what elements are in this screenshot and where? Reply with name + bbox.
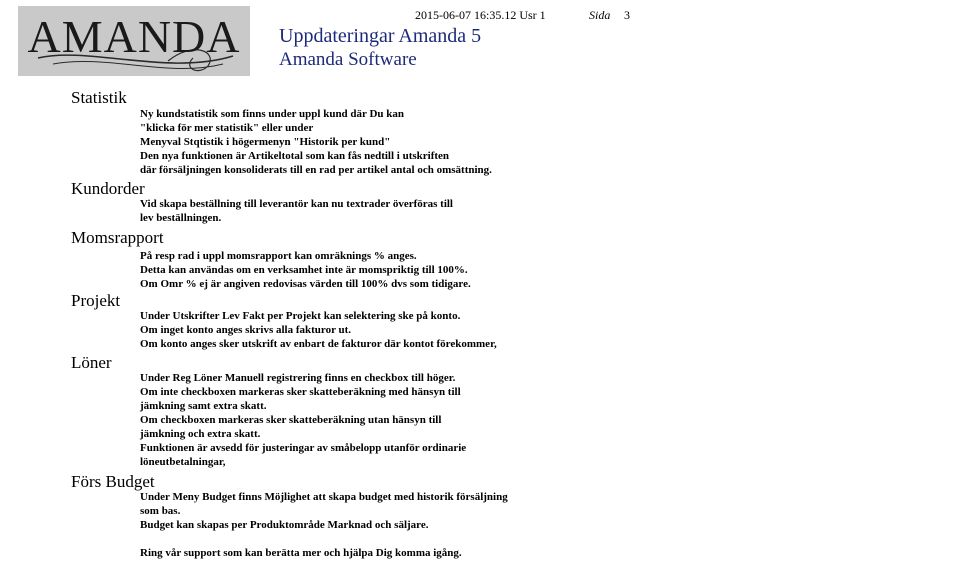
- page-number: 3: [624, 8, 630, 22]
- momsrapport-line: Om Omr % ej är angiven redovisas värden till 100% dvs som tidigare.: [140, 278, 471, 290]
- fors-budget-line: som bas.: [140, 505, 181, 517]
- loner-line: Funktionen är avsedd för justeringar av småbelopp utanför ordinarie: [140, 442, 467, 454]
- heading-fors-budget: Förs Budget: [71, 472, 155, 491]
- loner-line: Om checkboxen markeras sker skatteberäkning utan hänsyn till: [140, 414, 442, 426]
- fors-budget-line: Budget kan skapas per Produktområde Marknad och säljare.: [140, 519, 429, 531]
- logo-text: AMANDA: [27, 11, 241, 62]
- statistik-line: "klicka för mer statistik" eller under: [140, 122, 314, 134]
- loner-line: jämkning samt extra skatt.: [140, 400, 267, 412]
- projekt-line: Om inget konto anges skrivs alla fakturor ut.: [140, 324, 352, 336]
- heading-statistik: Statistik: [71, 88, 127, 107]
- support-note: Ring vår support som kan berätta mer och hjälpa Dig komma igång.: [140, 547, 462, 559]
- statistik-line: Ny kundstatistik som finns under uppl kund där Du kan: [140, 108, 405, 120]
- amanda-logo: [18, 6, 250, 76]
- heading-projekt: Projekt: [71, 291, 121, 310]
- heading-momsrapport: Momsrapport: [71, 228, 164, 247]
- statistik-line: Menyval Stqtistik i högermenyn "Historik per kund": [140, 136, 391, 148]
- momsrapport-line: Detta kan användas om en verksamhet inte är momspriktig till 100%.: [140, 264, 468, 276]
- kundorder-line: Vid skapa beställning till leverantör kan nu textrader överföras till: [140, 198, 453, 210]
- projekt-line: Om konto anges sker utskrift av enbart de fakturor där kontot förekommer,: [140, 338, 497, 350]
- heading-kundorder: Kundorder: [71, 179, 145, 198]
- page-title: Uppdateringar Amanda 5: [279, 25, 482, 47]
- page-subtitle: Amanda Software: [279, 49, 417, 70]
- statistik-line: där försäljningen konsoliderats till en rad per artikel antal och omsättning.: [140, 164, 492, 176]
- heading-loner: Löner: [71, 353, 112, 372]
- date-user: 2015-06-07 16:35.12 Usr 1: [415, 8, 546, 22]
- kundorder-line: lev beställningen.: [140, 212, 222, 224]
- fors-budget-line: Under Meny Budget finns Möjlighet att skapa budget med historik försäljning: [140, 491, 508, 503]
- projekt-line: Under Utskrifter Lev Fakt per Projekt kan selektering ske på konto.: [140, 310, 461, 322]
- loner-line: Om inte checkboxen markeras sker skatteberäkning med hänsyn till: [140, 386, 461, 398]
- statistik-line: Den nya funktionen är Artikeltotal som kan fås nedtill i utskriften: [140, 150, 450, 162]
- momsrapport-line: På resp rad i uppl momsrapport kan omräknings % anges.: [140, 250, 417, 262]
- loner-line: jämkning och extra skatt.: [140, 428, 261, 440]
- loner-line: Under Reg Löner Manuell registrering finns en checkbox till höger.: [140, 372, 456, 384]
- loner-line: löneutbetalningar,: [140, 456, 226, 468]
- page-label: Sida: [589, 8, 611, 22]
